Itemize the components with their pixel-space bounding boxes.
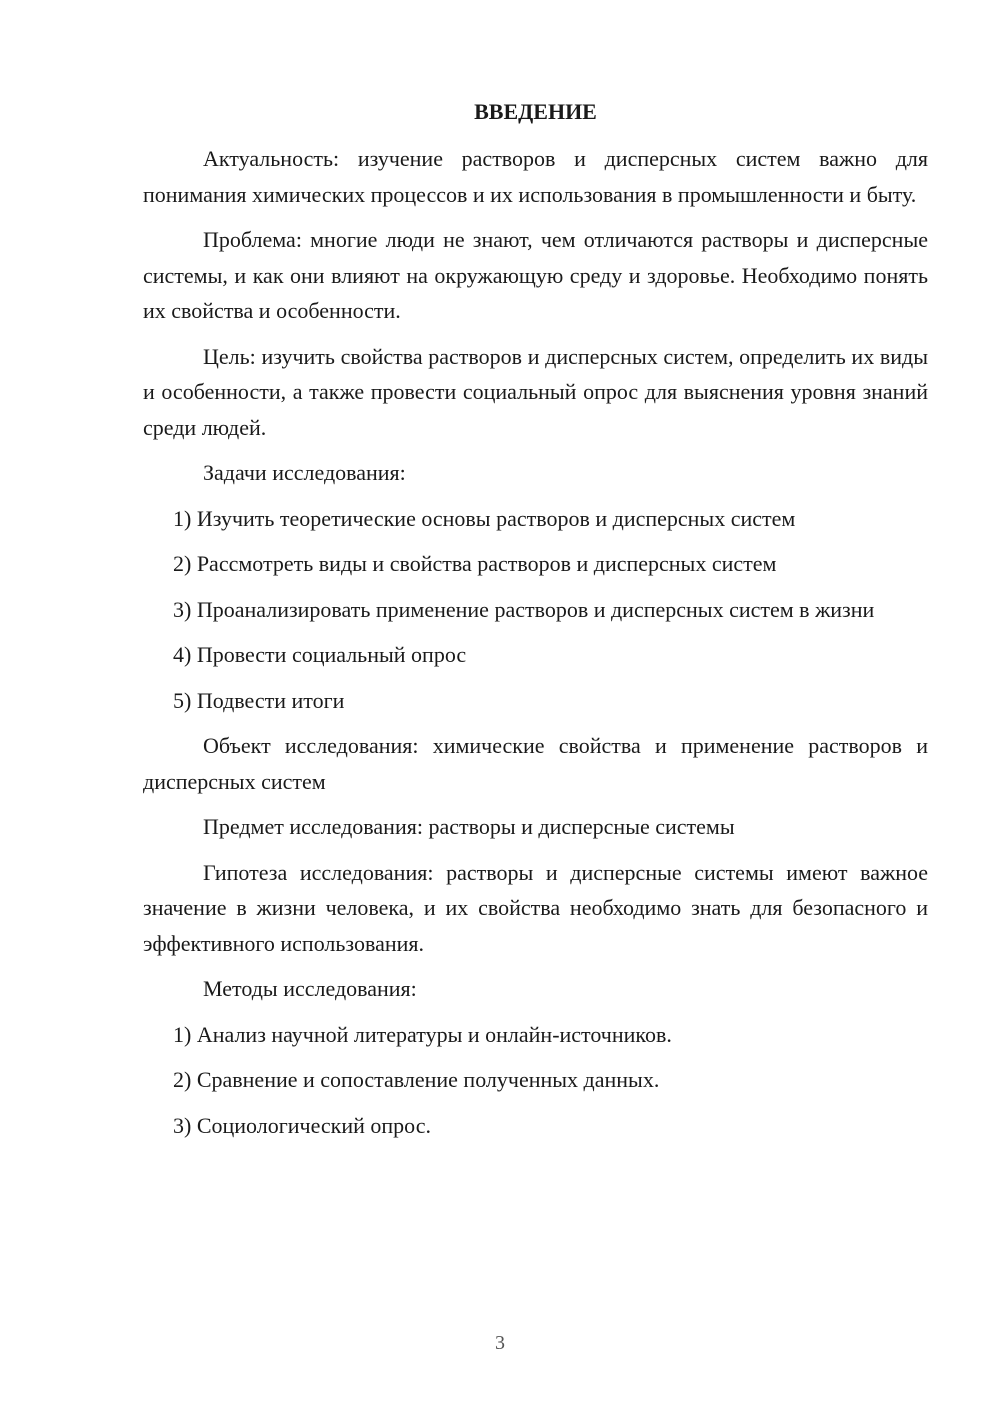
method-item: 3) Социологический опрос. — [173, 1112, 431, 1138]
paragraph-relevance: Актуальность: изучение растворов и дисперсных систем важно для понимания химических процессов и их использования в промышленности и быту. — [143, 146, 928, 207]
paragraph-tasks-heading: Задачи исследования: — [203, 460, 406, 485]
method-item: 2) Сравнение и сопоставление полученных данных. — [173, 1067, 660, 1092]
paragraph-subject: Предмет исследования: растворы и дисперсные системы — [203, 814, 735, 839]
task-item: 2) Рассмотреть виды и свойства растворов и дисперсных систем — [173, 551, 777, 576]
document-body — [143, 141, 928, 1153]
page-title: ВВЕДЕНИЕ — [474, 99, 597, 124]
task-item: 3) Проанализировать применение растворов и дисперсных систем в жизни — [173, 596, 875, 622]
page-number: 3 — [495, 1332, 505, 1354]
paragraph-methods-heading: Методы исследования: — [203, 976, 417, 1001]
paragraph-problem: Проблема: многие люди не знают, чем отличаются растворы и дисперсные системы, и как они влияют на окружающую среду и здоровье. Необходимо понять их свойства и особенности. — [143, 227, 928, 323]
paragraph-hypothesis: Гипотеза исследования: растворы и дисперсные системы имеют важное значение в жизни человека, и их свойства необходимо знать для безопасного и эффективного использования. — [143, 859, 928, 956]
task-item: 1) Изучить теоретические основы растворов и дисперсных систем — [173, 505, 796, 531]
task-item: 5) Подвести итоги — [173, 687, 345, 713]
method-item: 1) Анализ научной литературы и онлайн-источников. — [173, 1021, 672, 1047]
task-item: 4) Провести социальный опрос — [173, 642, 467, 667]
paragraph-object: Объект исследования: химические свойства и применение растворов и дисперсных систем — [143, 733, 928, 794]
paragraph-goal: Цель: изучить свойства растворов и дисперсных систем, определить их виды и особенности, а также провести социальный опрос для выяснения уровня знаний среди людей. — [143, 343, 928, 440]
